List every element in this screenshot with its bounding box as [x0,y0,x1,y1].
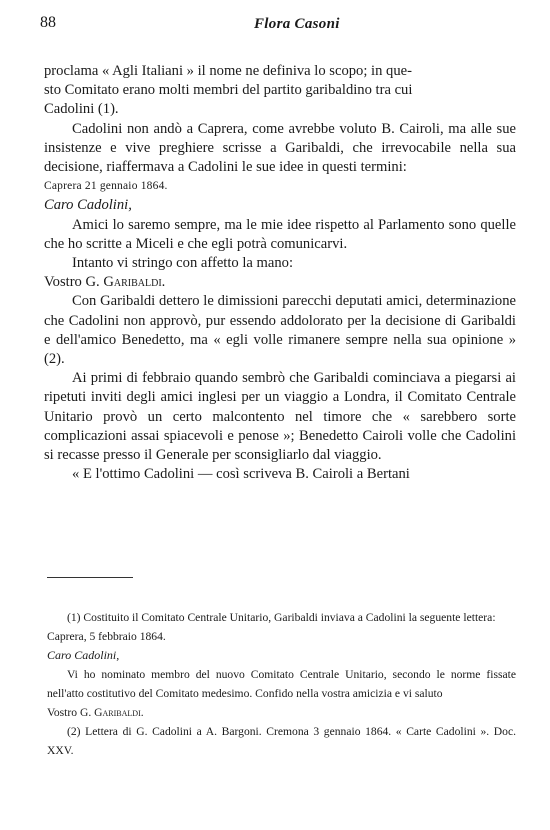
letter-body: Amici lo saremo sempre, ma le mie idee rispetto al Parlamento sono quelle che ho scritte a Miceli e che egli potrà comunicarvi. [44,216,516,252]
letter-signature [44,273,516,292]
footnotes [47,608,516,760]
body-line-3: Cadolini (1). [44,101,119,118]
footnote-2: (2) Lettera di G. Cadolini a A. Bargoni. Cremona 3 gennaio 1864. « Carte Cadolini ». Doc. XXV. [47,725,516,757]
main-text [44,62,516,484]
paragraph-dimissioni: Con Garibaldi dettero le dimissioni parecchi deputati amici, determinazione che Cadolini non approvò, pur essendo addolorato per la decisione di Garibaldi e dell'amico Benedetto, ma « egli volle rimanere sempre nella sua opinione » (2). [44,293,516,368]
letter-signature-prefix: Vostro G. [44,274,104,291]
footnote-1-intro: (1) Costituito il Comitato Centrale Unitario, Garibaldi inviava a Cadolini la seguente lettera: [67,611,496,624]
paragraph-ottimo-cadolini: « E l'ottimo Cadolini — così scriveva B. Cairoli a Bertani [72,466,410,483]
running-head: Flora Casoni [254,16,340,32]
letter-closing: Intanto vi stringo con affetto la mano: [72,255,294,272]
footnote-1-dateline: Caprera, 5 febbraio 1864. [47,630,166,643]
letter-salutation: Caro Cadolini, [44,197,132,214]
letter-dateline: Caprera 21 gennaio 1864. [44,180,168,193]
body-line-2: sto Comitato erano molti membri del partito garibaldino tra cui [44,82,413,99]
footnote-1-signature-prefix: Vostro G. [47,706,95,719]
footnote-1-body: Vi ho nominato membro del nuovo Comitato Centrale Unitario, secondo le norme fissate nell'atto costitutivo del Comitato medesimo. Confido nella vostra amicizia e vi saluto [47,668,516,700]
footnote-1-salutation: Caro Cadolini, [47,648,120,662]
footnote-1-signature [47,703,516,722]
letter-signature-name: Garibaldi. [103,274,166,291]
page-number: 88 [40,14,56,31]
paragraph-cadolini-caprera: Cadolini non andò a Caprera, come avrebbe voluto B. Cairoli, ma alle sue insistenze e vive preghiere scrisse a Garibaldi, che irrevocabile nella sua decisione, riaffermava a Cadolini le sue idee in questi termini: [44,120,516,176]
paragraph-febbraio: Ai primi di febbraio quando sembrò che Garibaldi cominciava a piegarsi ai ripetuti inviti degli amici inglesi per un viaggio a Londra, il Comitato Centrale Unitario provò un certo malcontento nel timore che « sarebbero sorte complicazioni assai spiacevoli e penose »; Benedetto Cairoli volle che Cadolini si recasse presso il Generale per sconsigliarlo dal viaggio. [44,370,516,464]
footnote-divider [47,577,133,578]
body-line-1: proclama « Agli Italiani » il nome ne definiva lo scopo; in que- [44,63,412,79]
page-header [40,14,512,38]
footnote-1-signature-name: Garibaldi. [94,706,144,719]
